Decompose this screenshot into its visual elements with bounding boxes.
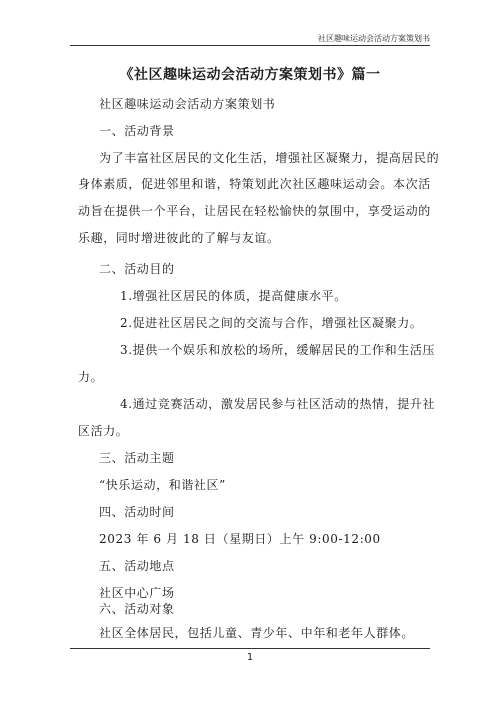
section-heading-location: 五、活动地点: [99, 559, 175, 573]
background-paragraph-line1: 为了丰富社区居民的文化生活，增强社区凝聚力，提高居民的: [99, 151, 440, 165]
header-divider: [70, 45, 430, 46]
section-heading-purpose: 二、活动目的: [99, 262, 175, 276]
document-title: 《社区趣味运动会活动方案策划书》篇一: [119, 67, 381, 83]
goal-item-4-line1: 4.通过竞赛活动，激发居民参与社区活动的热情，提升社: [120, 397, 436, 411]
location-text: 社区中心广场: [99, 586, 175, 600]
goal-item-3-line1: 3.提供一个娱乐和放松的场所，缓解居民的工作和生活压: [120, 343, 436, 357]
page-number: 1: [246, 652, 254, 663]
section-heading-time: 四、活动时间: [99, 505, 175, 519]
section-heading-audience: 六、活动对象: [99, 602, 175, 616]
document-subtitle: 社区趣味运动会活动方案策划书: [99, 97, 276, 111]
running-header-title: 社区趣味运动会活动方案策划书: [318, 34, 430, 43]
background-paragraph-rest: 身体素质，促进邻里和谐，特策划此次社区趣味运动会。本次活动旨在提供一个平台，让居民在轻松愉快的氛围中，享受运动的乐趣，同时增进彼此的了解与友谊。: [78, 177, 431, 245]
goal-item-2: 2.促进社区居民之间的交流与合作，增强社区凝聚力。: [120, 316, 423, 330]
theme-text: “快乐运动，和谐社区”: [99, 478, 226, 492]
section-heading-theme: 三、活动主题: [99, 451, 175, 465]
page-header: [0, 0, 500, 46]
goal-item-3-line2: 力。: [78, 370, 104, 384]
audience-text: 社区全体居民，包括儿童、青少年、中年和老年人群体。: [99, 626, 415, 640]
time-text: 2023 年 6 月 18 日（星期日）上午 9:00-12:00: [99, 532, 381, 546]
footer-divider: [70, 648, 430, 649]
goal-item-4-line2: 区活力。: [78, 424, 129, 438]
goal-item-1: 1.增强社区居民的体质，提高健康水平。: [120, 289, 347, 303]
section-heading-background: 一、活动背景: [99, 124, 175, 138]
